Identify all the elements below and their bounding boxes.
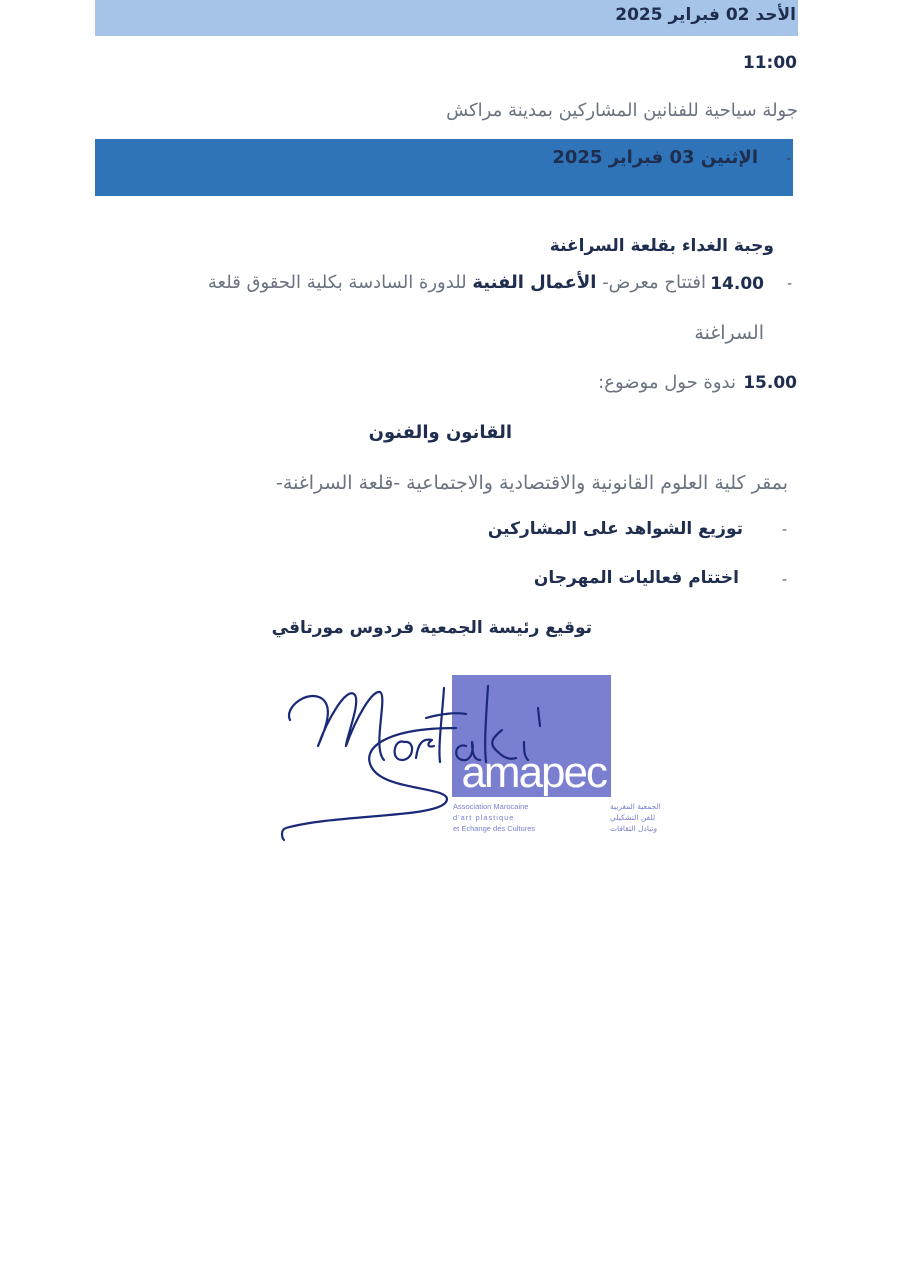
day1-header-bar — [95, 0, 798, 36]
logo-fr-line1: Association Marocaine — [453, 802, 529, 811]
logo-ar-line1: الجمعية المغربية — [610, 802, 661, 811]
item2-time: 15.00 — [743, 373, 797, 393]
day1-date: الأحد 02 فبراير 2025 — [615, 5, 796, 25]
logo-fr-line2: d'art plastique — [453, 813, 515, 822]
day2-dash: - — [785, 151, 791, 167]
day2-date: الإثنين 03 فبراير 2025 — [552, 147, 758, 168]
item1-text-a: افتتاح معرض- — [602, 272, 706, 293]
item1-text-d: السراغنة — [694, 322, 764, 344]
item1-text — [166, 272, 706, 293]
item1-time: 14.00 — [710, 274, 764, 294]
item4-text: اختتام فعاليات المهرجان — [533, 568, 739, 588]
venue-line: بمقر كلية العلوم القانونية والاقتصادية والاجتماعية -قلعة السراغنة- — [276, 472, 788, 494]
logo-ar-line2: للفن التشكيلي — [610, 813, 656, 822]
item1-text-b: الأعمال الفنية — [472, 272, 597, 293]
day1-time: 11:00 — [742, 53, 797, 73]
logo-ar-line3: وتبادل الثقافات — [610, 824, 658, 833]
day2-header-bar — [95, 139, 793, 196]
day1-activity: جولة سياحية للفنانين المشاركين بمدينة مراكش — [446, 100, 798, 121]
item3-text: توزيع الشواهد على المشاركين — [487, 519, 743, 539]
symposium-title: القانون والفنون — [368, 422, 512, 443]
item3-dash: - — [781, 522, 787, 538]
logo-fr-line3: et Echange des Cultures — [453, 824, 536, 833]
signature-caption: توقيع رئيسة الجمعية فردوس مورتاقي — [271, 618, 592, 638]
item1-text-c: للدورة السادسة بكلية الحقوق قلعة — [207, 272, 467, 293]
logo-wordmark: amapec — [461, 748, 606, 797]
item2-text: ندوة حول موضوع: — [598, 372, 736, 393]
handwritten-signature — [276, 668, 566, 848]
lunch-line: وجبة الغداء بقلعة السراغنة — [549, 236, 774, 256]
item4-dash: - — [781, 572, 787, 588]
item1-dash: - — [786, 276, 792, 292]
